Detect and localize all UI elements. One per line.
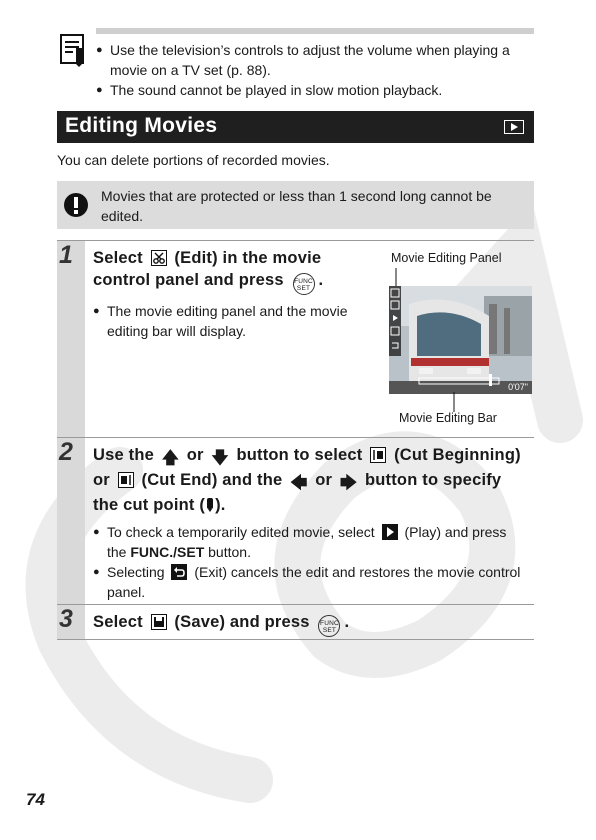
step-bullets: [93, 522, 529, 602]
step-bullets: [93, 301, 373, 341]
save-icon: [151, 614, 167, 630]
func-set-button-icon: FUNC SET: [293, 273, 315, 295]
step-heading-text: (Cut End) and the: [141, 471, 283, 489]
bullet-bold-text: FUNC./SET: [130, 544, 205, 560]
step-heading-text: ).: [215, 496, 226, 514]
step-heading-text: (Save) and press: [174, 613, 310, 631]
step-2: [57, 437, 534, 604]
step-number: 1: [59, 241, 73, 269]
note-list: [96, 40, 534, 100]
step-heading-text: or: [186, 446, 204, 464]
bullet-text: (Exit) cancels the edit and restores the movie control panel.: [107, 564, 521, 600]
step-3: [57, 604, 534, 640]
train-photo: [389, 286, 532, 394]
step-heading: [93, 444, 529, 516]
step-heading-text: Use the: [93, 446, 155, 464]
panel-label: Movie Editing Panel: [391, 251, 502, 265]
step-heading-text: .: [344, 613, 350, 631]
section-title: [57, 111, 534, 143]
step-1: [57, 240, 534, 437]
bullet-text: Selecting: [107, 564, 165, 580]
caution-icon: [63, 192, 89, 218]
step-heading-text: button to specify the cut point (: [93, 471, 502, 514]
arrow-right-icon: 🡆: [339, 474, 358, 492]
step-number: 3: [59, 605, 73, 633]
bullet-text: (Play) and press the: [107, 524, 507, 560]
step-heading-text: or: [315, 471, 333, 489]
step-heading-text: (Cut Beginning) or: [93, 446, 521, 489]
step-bullet: [93, 562, 529, 602]
cut-beginning-icon: [370, 447, 386, 463]
caution-box: [57, 181, 534, 229]
bullet-text: button.: [208, 544, 251, 560]
arrow-down-icon: 🡇: [211, 449, 229, 467]
step-bullet: [93, 522, 529, 562]
step-number-column: [57, 241, 85, 437]
note-item: ● The sound cannot be played in slow motion playback.: [96, 80, 534, 100]
movie-editing-screen: [389, 286, 532, 394]
step-heading-text: Select: [93, 249, 143, 267]
note-box: [58, 28, 534, 100]
step-heading: [93, 247, 373, 295]
intro-text: You can delete portions of recorded movies.: [57, 152, 330, 168]
exit-icon: [171, 564, 187, 580]
cut-point-marker-icon: [206, 497, 214, 513]
step-heading-text: button to select: [236, 446, 363, 464]
bar-label: Movie Editing Bar: [399, 411, 497, 425]
playback-mode-icon: [504, 120, 524, 134]
bullet-text: To check a temporarily edited movie, select: [107, 524, 375, 540]
page-number: 74: [26, 790, 45, 809]
step-number: 2: [59, 438, 73, 466]
bar-leader-line: [453, 392, 455, 412]
cut-end-icon: [118, 472, 134, 488]
note-item: ● Use the television’s controls to adjust the volume when playing a movie on a TV set (p. 88).: [96, 40, 534, 80]
section-title-text: Editing Movies: [65, 114, 218, 137]
steps: [57, 240, 534, 640]
caution-text: Movies that are protected or less than 1 second long cannot be edited.: [101, 188, 492, 224]
arrow-up-icon: 🡅: [161, 449, 179, 467]
step-heading-text: (Edit) in the movie control panel and press: [93, 249, 322, 289]
note-top-bar: [96, 28, 534, 34]
step-bullet: ● The movie editing panel and the movie editing bar will display.: [93, 301, 373, 341]
panel-leader-line: [395, 268, 397, 288]
step-heading-text: .: [318, 271, 324, 289]
step-heading-text: Select: [93, 613, 143, 631]
memo-icon: [60, 34, 88, 68]
edit-scissors-icon: [151, 250, 167, 266]
func-set-button-icon: FUNC SET: [318, 615, 340, 637]
arrow-left-icon: 🡄: [290, 474, 308, 492]
step-heading: [93, 611, 534, 637]
play-icon: [382, 524, 398, 540]
timecode: 0'07": [508, 382, 528, 392]
